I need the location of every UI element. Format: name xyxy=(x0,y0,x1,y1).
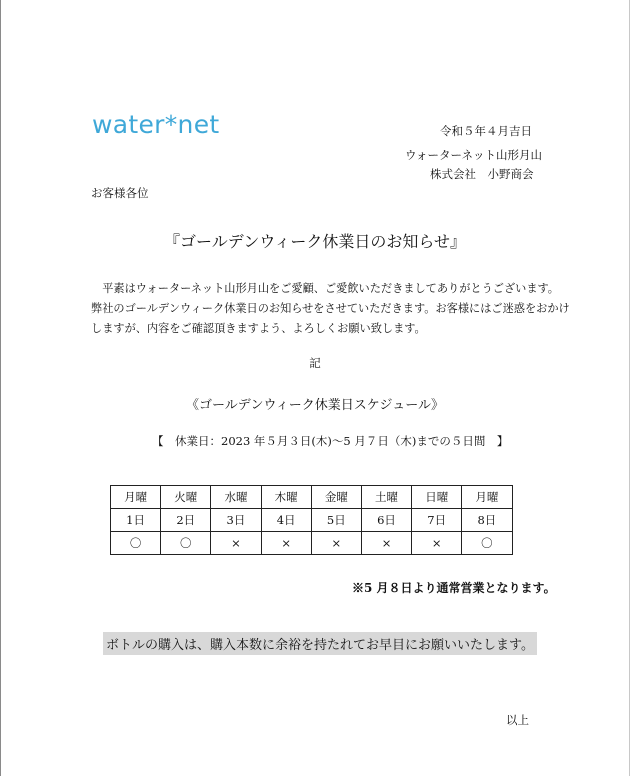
asterisk-icon: * xyxy=(164,110,178,139)
status-row xyxy=(111,532,513,555)
document-date: 令和５年４月吉日 xyxy=(440,124,532,138)
date-cell: 5日 xyxy=(311,509,361,532)
weekday-cell: 火曜 xyxy=(161,486,211,509)
ki-heading: 記 xyxy=(309,356,321,370)
date-cell: 3日 xyxy=(211,509,261,532)
weekday-cell: 月曜 xyxy=(462,486,512,509)
weekday-cell: 木曜 xyxy=(261,486,311,509)
bottle-notice: ボトルの購入は、購入本数に余裕を持たれてお早目にお願いいたします。 xyxy=(103,632,537,655)
resume-note: ※5 月８日より通常営業となります。 xyxy=(352,581,556,595)
logo-text-net: net xyxy=(177,110,220,139)
date-cell: 1日 xyxy=(111,509,161,532)
status-cell: 〇 xyxy=(462,532,512,555)
sender-company: 株式会社 小野商会 xyxy=(430,167,534,181)
body-paragraph xyxy=(91,279,570,339)
schedule-table xyxy=(110,485,513,555)
weekday-cell: 金曜 xyxy=(311,486,361,509)
date-cell: 8日 xyxy=(462,509,512,532)
notice-title: 『ゴールデンウィーク休業日のお知らせ』 xyxy=(164,232,466,251)
status-cell: 〇 xyxy=(111,532,161,555)
status-cell: × xyxy=(412,532,462,555)
date-cell: 2日 xyxy=(161,509,211,532)
weekday-cell: 土曜 xyxy=(361,486,411,509)
date-cell: 7日 xyxy=(412,509,462,532)
date-cell: 4日 xyxy=(261,509,311,532)
weekday-cell: 日曜 xyxy=(412,486,462,509)
body-line: 平素はウォーターネット山形月山をご愛顧、ご愛飲いただきましてありがとうございます。 xyxy=(102,282,559,295)
status-cell: 〇 xyxy=(161,532,211,555)
addressee: お客様各位 xyxy=(91,186,149,200)
body-line: 弊社のゴールデンウィーク休業日のお知らせをさせていただきます。お客様にはご迷惑をおかけ xyxy=(91,302,570,315)
status-cell: × xyxy=(311,532,361,555)
status-cell: × xyxy=(261,532,311,555)
schedule-title: 《ゴールデンウィーク休業日スケジュール》 xyxy=(186,398,444,413)
page-edge xyxy=(0,0,1,776)
status-cell: × xyxy=(361,532,411,555)
weekday-cell: 水曜 xyxy=(211,486,261,509)
body-line: しますが、内容をご確認頂きますよう、よろしくお願い致します。 xyxy=(91,322,426,335)
sender-store: ウォーターネット山形月山 xyxy=(405,148,542,162)
closing-mark: 以上 xyxy=(506,713,529,727)
holiday-period: 【 休業日：2023 年５月３日(木)〜5 月７日（木)までの５日間 】 xyxy=(152,434,509,448)
status-cell: × xyxy=(211,532,261,555)
weekday-cell: 月曜 xyxy=(111,486,161,509)
date-row xyxy=(111,509,513,532)
logo-text-water: water xyxy=(92,110,165,139)
water-net-logo xyxy=(92,110,219,139)
weekday-row xyxy=(111,486,513,509)
date-cell: 6日 xyxy=(361,509,411,532)
